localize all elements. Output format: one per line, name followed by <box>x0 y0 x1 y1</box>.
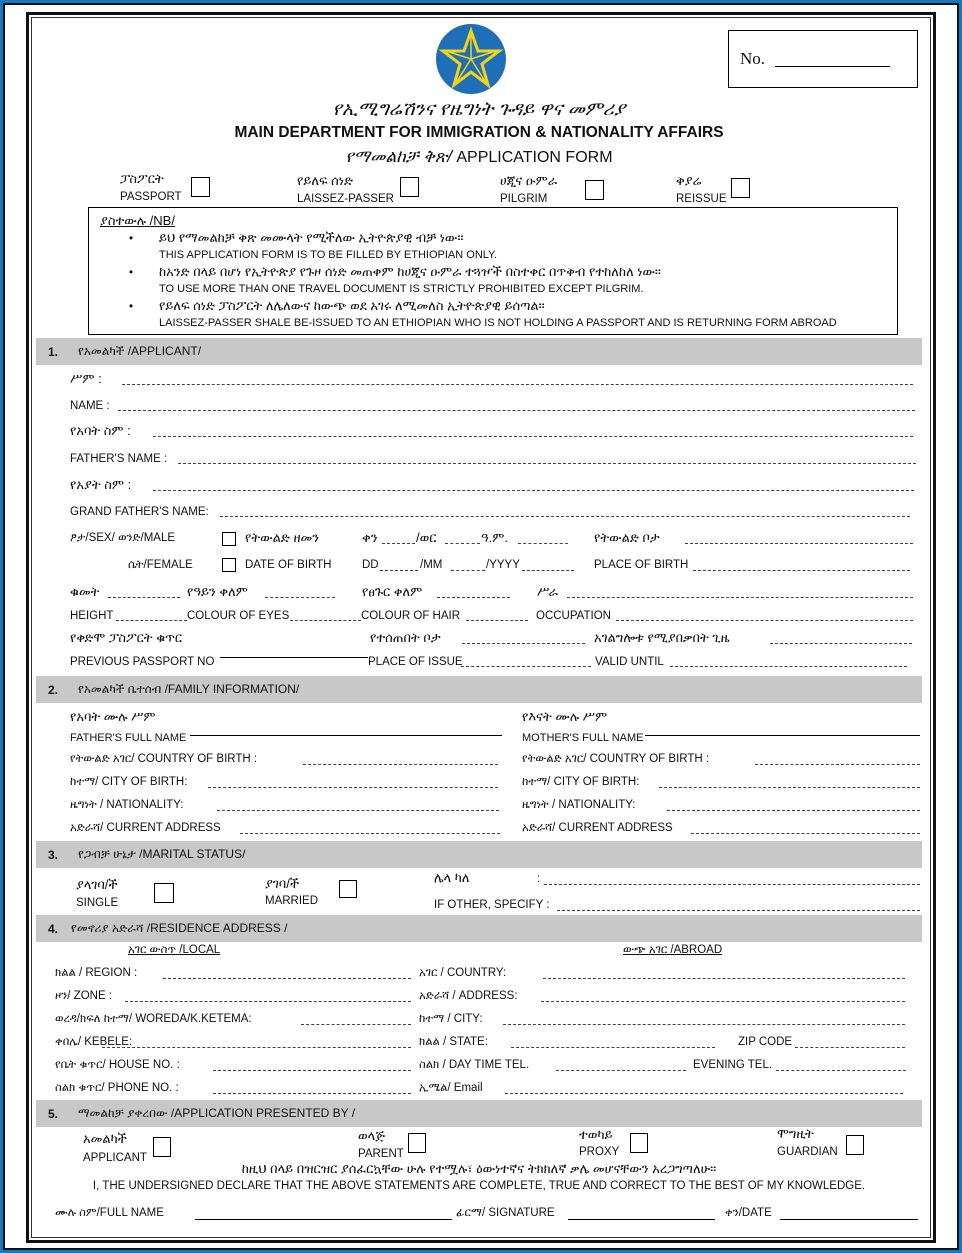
mother-country-field[interactable] <box>755 764 920 765</box>
section-number: 4. <box>48 922 59 936</box>
parent-label: PARENT <box>358 1148 404 1160</box>
phone-no-label: ስልክ ቁጥር/ PHONE NO. : <box>55 1082 179 1094</box>
father-address-field[interactable] <box>240 833 500 834</box>
dob-label: DATE OF BIRTH <box>245 559 332 571</box>
married-checkbox[interactable] <box>339 880 357 898</box>
kebele-field[interactable] <box>102 1047 411 1048</box>
email-label: ኢሜል/ Email <box>419 1082 483 1094</box>
ethiopia-emblem-icon <box>435 23 507 95</box>
hair-am-field[interactable] <box>437 597 510 598</box>
month-am-label: /ወር <box>416 530 437 545</box>
type-pilgrim-am: ሀጂና ዑምራ <box>500 173 558 188</box>
abroad-country-label: አገር / COUNTRY: <box>419 967 507 979</box>
father-full-am-label: የአባት ሙሉ ሥም <box>70 709 156 724</box>
laissez-passer-checkbox[interactable] <box>400 177 419 197</box>
name-am-label: ሥም : <box>70 371 102 386</box>
pob-label: PLACE OF BIRTH <box>594 559 689 571</box>
bullet: • <box>129 233 134 245</box>
single-label: SINGLE <box>76 897 119 909</box>
mother-city-field[interactable] <box>659 787 920 788</box>
father-full-name-field[interactable] <box>190 735 502 736</box>
full-name-field[interactable] <box>195 1219 452 1220</box>
email-field[interactable] <box>505 1093 903 1094</box>
female-checkbox[interactable] <box>222 558 236 572</box>
other-specify-label: IF OTHER, SPECIFY : <box>434 899 550 911</box>
hair-am-label: የፀጉር ቀለም <box>362 584 423 599</box>
type-laissez-am: የይለፍ ሰነድ <box>297 173 353 188</box>
father-country-label: የትውልድ አገር/ COUNTRY OF BIRTH : <box>70 753 258 765</box>
female-label: ሴት/FEMALE <box>128 559 193 571</box>
mother-country-label: የትውልድ አገር/ COUNTRY OF BIRTH : <box>522 753 710 765</box>
valid-until-label: VALID UNTIL <box>595 656 664 668</box>
section-family-header <box>36 676 922 703</box>
mother-nationality-label: ዜግነት / NATIONALITY: <box>522 799 636 811</box>
zip-code-label: ZIP CODE <box>738 1036 793 1048</box>
height-am-field[interactable] <box>108 597 180 598</box>
occupation-field[interactable] <box>616 620 913 621</box>
name-am-field[interactable] <box>122 384 913 385</box>
father-country-field[interactable] <box>303 764 498 765</box>
section-title: የአመልካች ቤተሰብ /FAMILY INFORMATION/ <box>78 682 300 696</box>
house-no-field[interactable] <box>213 1070 411 1071</box>
father-nationality-label: ዜግነት / NATIONALITY: <box>70 799 184 811</box>
occupation-label: OCCUPATION <box>536 610 611 622</box>
section-residence-header <box>36 915 922 942</box>
eyes-label: COLOUR OF EYES <box>187 610 290 622</box>
mother-full-name-field[interactable] <box>645 735 920 736</box>
applicant-label: APPLICANT <box>83 1152 147 1164</box>
day-am-field[interactable] <box>382 543 415 544</box>
single-checkbox[interactable] <box>154 883 174 903</box>
notice-box <box>88 207 898 335</box>
father-name-label: FATHER'S NAME : <box>70 453 168 465</box>
prev-passport-field[interactable] <box>220 657 368 658</box>
married-am-label: ያገባ/ች <box>265 876 300 891</box>
title-amharic: የኢሚግሬሽንና የዜግነት ጉዳይ ዋና መምሪያ <box>332 99 626 120</box>
abroad-address-label: አድራሻ / ADDRESS: <box>419 990 518 1002</box>
notice-3-am: የይለፍ ሰነድ ፓስፖርት ለሌለውና ከውጭ ወደ አገሩ ለሚመለስ ኢትዮጵያዊ ይሰጣል። <box>159 298 545 313</box>
zone-label: ዞን/ ZONE : <box>55 990 113 1002</box>
mother-nationality-field[interactable] <box>667 810 920 811</box>
notice-title: ያስተውሉ /NB/ <box>100 213 175 228</box>
state-label: ክልል / STATE: <box>419 1036 488 1048</box>
section-marital-header <box>36 841 922 868</box>
other-specify-field[interactable] <box>557 910 920 911</box>
form-title-amharic: የማመልከቻ ቅጽ/ <box>345 147 452 166</box>
abroad-city-field[interactable] <box>503 1024 905 1025</box>
grand-am-label: የአያት ስም : <box>70 477 132 492</box>
guardian-checkbox[interactable] <box>846 1135 864 1155</box>
full-name-label: ሙሉ ስም/FULL NAME <box>55 1207 164 1219</box>
issue-am-field[interactable] <box>462 643 585 644</box>
name-field[interactable] <box>118 410 915 411</box>
grand-am-field[interactable] <box>153 490 914 491</box>
applicant-am-label: አመልካች <box>83 1131 127 1146</box>
declaration-am: ከዚህ በላይ በዝርዝር ያሰፈርኳቸው ሁሉ የተሟሉ፣ ዕውነተኛና ትክክለኛ ቃሌ መሆናቸውን አረጋግጣለሁ። <box>241 1161 717 1176</box>
declaration-en: I, THE UNDERSIGNED DECLARE THAT THE ABOVE STATEMENTS ARE COMPLETE, TRUE AND CORRECT TO THE BEST OF MY KNOWLEDGE. <box>92 1180 866 1192</box>
dob-am-label: የትውልድ ዘመን <box>245 530 320 545</box>
parent-checkbox[interactable] <box>408 1133 426 1153</box>
abroad-heading: ውጭ አገር /ABROAD <box>623 944 723 956</box>
issue-field[interactable] <box>461 666 591 667</box>
region-label: ክልል / REGION : <box>55 967 138 979</box>
signature-field[interactable] <box>568 1219 715 1220</box>
grandfather-name-label: GRAND FATHER'S NAME: <box>70 506 209 518</box>
woreda-label: ወረዳ/ክፍለ ከተማ/ WOREDA/K.KETEMA: <box>55 1013 252 1025</box>
father-nationality-field[interactable] <box>217 810 499 811</box>
name-label: NAME : <box>70 400 110 412</box>
type-passport-am: ፓስፖርት <box>120 171 164 186</box>
pob-am-label: የትውልድ ቦታ <box>594 530 660 545</box>
eyes-am-field[interactable] <box>265 597 335 598</box>
notice-3-en: LAISSEZ-PASSER SHALE BE-ISSUED TO AN ETHIOPIAN WHO IS NOT HOLDING A PASSPORT AND IS RETURNING FORM ABROAD <box>159 317 837 329</box>
section-title: ማመልከቻ ያቀረበው /APPLICATION PRESENTED BY / <box>78 1106 356 1120</box>
hair-field[interactable] <box>466 620 528 621</box>
mm-field[interactable] <box>451 570 485 571</box>
number-field[interactable] <box>775 66 890 67</box>
pilgrim-checkbox[interactable] <box>585 180 604 200</box>
proxy-label: PROXY <box>579 1146 620 1158</box>
male-checkbox[interactable] <box>222 532 236 546</box>
mother-full-name-label: MOTHER'S FULL NAME <box>522 732 644 744</box>
state-field[interactable] <box>511 1047 715 1048</box>
other-colon: : <box>537 873 541 885</box>
pob-am-field[interactable] <box>685 543 913 544</box>
father-am-label: የአባት ስም : <box>70 423 131 438</box>
prev-passport-label: PREVIOUS PASSPORT NO <box>70 656 215 668</box>
abroad-address-field[interactable] <box>541 1001 905 1002</box>
dd-field[interactable] <box>380 570 418 571</box>
guardian-am-label: ሞግዚት <box>777 1126 814 1141</box>
father-am-field[interactable] <box>153 436 913 437</box>
father-city-field[interactable] <box>208 787 498 788</box>
section-number: 5. <box>48 1107 59 1121</box>
region-field[interactable] <box>163 978 411 979</box>
male-label: ፆታ/SEX/ ወንድ/MALE <box>70 532 176 544</box>
day-tel-label: ስልክ / DAY TIME TEL. <box>419 1059 530 1071</box>
evening-tel-label: EVENING TEL. <box>693 1059 773 1071</box>
signature-label: ፊርማ/ SIGNATURE <box>456 1207 555 1219</box>
eyes-field[interactable] <box>290 620 361 621</box>
notice-1-am: ይህ የማመልከቻ ቅጽ መሙላት የሚችለው ኢትዮጵያዊ ብቻ ነው። <box>159 230 464 245</box>
year-am-label: ዓ.ም. <box>481 530 509 545</box>
number-label: No. <box>740 49 766 68</box>
section-number: 3. <box>48 848 59 862</box>
section-title: የአመልካች /APPLICANT/ <box>78 344 202 358</box>
parent-am-label: ወላጅ <box>358 1128 385 1143</box>
father-full-name-label: FATHER'S FULL NAME <box>70 732 187 744</box>
form-title <box>36 147 922 167</box>
height-label: HEIGHT <box>70 610 114 622</box>
father-city-label: ከተማ/ CITY OF BIRTH: <box>70 776 188 788</box>
pob-field[interactable] <box>693 570 910 571</box>
section-title: የመኖሪያ አድራሻ /RESIDENCE ADDRESS / <box>71 921 288 935</box>
abroad-city-label: ከተማ / CITY: <box>419 1013 483 1025</box>
yyyy-label: /YYYY <box>486 559 520 571</box>
day-am-label: ቀን <box>362 530 378 545</box>
notice-2-en: TO USE MORE THAN ONE TRAVEL DOCUMENT IS STRICTLY PROHIBITED EXCEPT PILGRIM. <box>159 283 644 295</box>
hair-label: COLOUR OF HAIR <box>361 610 461 622</box>
proxy-am-label: ተወካይ <box>579 1127 613 1142</box>
occ-am-label: ሥራ <box>537 584 558 599</box>
valid-am-field[interactable] <box>770 643 912 644</box>
mother-full-am-label: የእናት ሙሉ ሥም <box>522 709 608 724</box>
mm-label: /MM <box>420 559 443 571</box>
type-laissez-label: LAISSEZ-PASSER <box>297 193 394 205</box>
height-am-label: ቁመት <box>70 584 100 599</box>
form-title-english: APPLICATION FORM <box>451 149 613 166</box>
phone-no-field[interactable] <box>213 1093 411 1094</box>
day-tel-field[interactable] <box>556 1070 686 1071</box>
occ-am-field[interactable] <box>567 597 913 598</box>
month-am-field[interactable] <box>445 543 480 544</box>
grandfather-name-field[interactable] <box>220 516 910 517</box>
type-reissue-label: REISSUE <box>676 193 727 205</box>
passport-checkbox[interactable] <box>191 177 210 197</box>
bullet: • <box>129 267 134 279</box>
abroad-country-field[interactable] <box>543 978 905 979</box>
section-applicant-header <box>36 338 922 365</box>
other-am-field[interactable] <box>544 884 920 885</box>
height-field[interactable] <box>116 620 187 621</box>
married-label: MARRIED <box>265 895 319 907</box>
type-passport-label: PASSPORT <box>120 191 182 203</box>
proxy-checkbox[interactable] <box>630 1133 648 1153</box>
title-english: MAIN DEPARTMENT FOR IMMIGRATION & NATIONALITY AFFAIRS <box>234 124 724 141</box>
prev-passport-am-label: የቀድሞ ፓስፖርት ቁጥር <box>70 630 183 645</box>
other-am-label: ሌላ ካለ <box>434 870 470 885</box>
date-field[interactable] <box>780 1219 918 1220</box>
section-title: የጋብቻ ሁኔታ /MARITAL STATUS/ <box>78 847 246 861</box>
single-am-label: ያላገባ/ች <box>76 877 118 892</box>
guardian-label: GUARDIAN <box>777 1146 838 1158</box>
mother-address-field[interactable] <box>691 833 920 834</box>
yyyy-field[interactable] <box>522 570 574 571</box>
woreda-field[interactable] <box>301 1024 411 1025</box>
type-pilgrim-label: PILGRIM <box>500 193 548 205</box>
kebele-label: ቀበሌ/ KEBELE: <box>55 1036 133 1048</box>
mother-address-label: አድራሻ/ CURRENT ADDRESS <box>522 822 673 834</box>
section-presented-by-header <box>36 1100 922 1127</box>
year-am-field[interactable] <box>518 543 568 544</box>
father-address-label: አድራሻ/ CURRENT ADDRESS <box>70 822 221 834</box>
valid-am-label: አገልግሎቱ የሚያበቃበት ጊዜ <box>594 630 730 645</box>
bullet: • <box>129 301 134 313</box>
valid-until-field[interactable] <box>670 666 907 667</box>
date-label: ቀን/DATE <box>725 1207 772 1219</box>
section-number: 1. <box>48 345 59 359</box>
eyes-am-label: የዓይን ቀለም <box>187 584 248 599</box>
local-heading: አገር ውስጥ /LOCAL <box>128 944 221 956</box>
evening-tel-field[interactable] <box>776 1070 906 1071</box>
reissue-checkbox[interactable] <box>731 178 750 198</box>
applicant-checkbox[interactable] <box>153 1137 171 1157</box>
issue-label: PLACE OF ISSUE <box>368 656 463 668</box>
zone-field[interactable] <box>125 1001 411 1002</box>
zip-code-field[interactable] <box>795 1047 905 1048</box>
issue-am-label: የተሰጠበት ቦታ <box>370 630 441 645</box>
section-number: 2. <box>48 683 59 697</box>
dd-label: DD <box>362 559 379 571</box>
notice-2-am: ከአንድ በላይ በሆነ የኢትዮጵያ የጉዞ ሰነድ መጠቀም ከሀጂና ዑምራ ተጓዦች በስተቀር በጥቅብ የተከለከለ ነው። <box>159 264 662 279</box>
type-reissue-am: ቅያሬ <box>676 173 702 188</box>
house-no-label: የቤት ቁጥር/ HOUSE NO. : <box>55 1059 180 1071</box>
notice-1-en: THIS APPLICATION FORM IS TO BE FILLED BY ETHIOPIAN ONLY. <box>159 249 498 261</box>
father-name-field[interactable] <box>178 463 916 464</box>
mother-city-label: ከተማ/ CITY OF BIRTH: <box>522 776 640 788</box>
